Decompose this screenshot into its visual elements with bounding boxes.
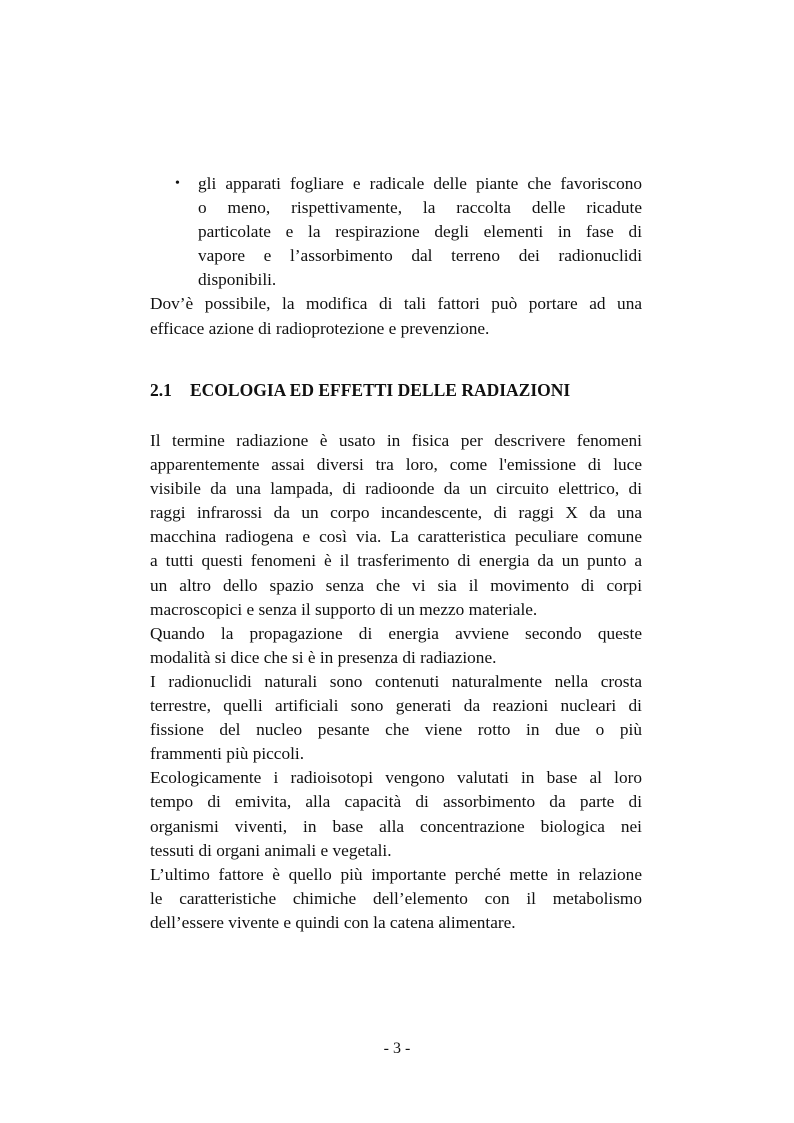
section-number: 2.1 xyxy=(150,380,172,400)
paragraph xyxy=(150,622,642,670)
bullet-line: disponibili. xyxy=(198,270,277,290)
bullet-line: particolate e la respirazione degli elementi in fase di xyxy=(198,222,642,242)
bullet-line: o meno, rispettivamente, la raccolta delle ricadute xyxy=(198,198,642,218)
paragraph-line: organismi viventi, in base alla concentrazione biologica nei xyxy=(150,816,642,836)
paragraph-line: tempo di emivita, alla capacità di assorbimento da parte di xyxy=(150,792,642,812)
paragraph-line: Ecologicamente i radioisotopi vengono valutati in base al loro xyxy=(150,768,642,788)
paragraph xyxy=(150,863,642,935)
paragraph-line: un altro dello spazio senza che vi sia il movimento di corpi xyxy=(150,575,642,595)
bullet-line: vapore e l’assorbimento dal terreno dei radionuclidi xyxy=(198,246,642,266)
paragraph-line: macroscopici e senza il supporto di un mezzo materiale. xyxy=(150,599,538,619)
paragraph-line: dell’essere vivente e quindi con la catena alimentare. xyxy=(150,912,516,932)
section-title: ECOLOGIA ED EFFETTI DELLE RADIAZIONI xyxy=(190,380,571,400)
paragraph xyxy=(150,429,642,622)
paragraph-line: tessuti di organi animali e vegetali. xyxy=(150,840,392,860)
paragraph-line: modalità si dice che si è in presenza di radiazione. xyxy=(150,647,497,667)
section-body xyxy=(150,429,642,935)
page-number: - 3 - xyxy=(383,1040,411,1057)
section-heading xyxy=(150,378,642,402)
paragraph xyxy=(150,766,642,862)
paragraph-line: fissione del nucleo pesante che viene rotto in due o più xyxy=(150,720,642,740)
paragraph-line: Dov’è possibile, la modifica di tali fattori può portare ad una xyxy=(150,294,642,314)
paragraph-line: Il termine radiazione è usato in fisica per descrivere fenomeni xyxy=(150,431,642,450)
paragraph-line: visibile da una lampada, di radioonde da un circuito elettrico, di xyxy=(150,479,642,499)
bullet-line: gli apparati fogliare e radicale delle piante che favoriscono xyxy=(198,174,642,193)
paragraph-line: terrestre, quelli artificiali sono generati da reazioni nucleari di xyxy=(150,696,642,716)
paragraph-line: frammenti più piccoli. xyxy=(150,744,305,764)
paragraph-line: a tutti questi fenomeni è il trasferimento di energia da un punto a xyxy=(150,551,642,571)
bullet-icon: • xyxy=(175,176,180,191)
paragraph-line: raggi infrarossi da un corpo incandescente, di raggi X da una xyxy=(150,503,642,523)
bullet-list-item xyxy=(175,172,642,292)
paragraph-line: Quando la propagazione di energia avviene secondo queste xyxy=(150,623,642,643)
paragraph-line: apparentemente assai diversi tra loro, come l'emissione di luce xyxy=(150,455,642,475)
paragraph-line: macchina radiogena e così via. La caratteristica peculiare comune xyxy=(150,527,642,547)
paragraph-line: L’ultimo fattore è quello più importante perché mette in relazione xyxy=(150,864,642,884)
paragraph xyxy=(150,670,642,766)
after-bullet-paragraph xyxy=(150,292,642,340)
paragraph-line: I radionuclidi naturali sono contenuti naturalmente nella crosta xyxy=(150,671,642,691)
paragraph-line: efficace azione di radioprotezione e prevenzione. xyxy=(150,318,490,338)
paragraph-line: le caratteristiche chimiche dell’elemento con il metabolismo xyxy=(150,888,642,908)
page-top-content xyxy=(150,172,642,341)
